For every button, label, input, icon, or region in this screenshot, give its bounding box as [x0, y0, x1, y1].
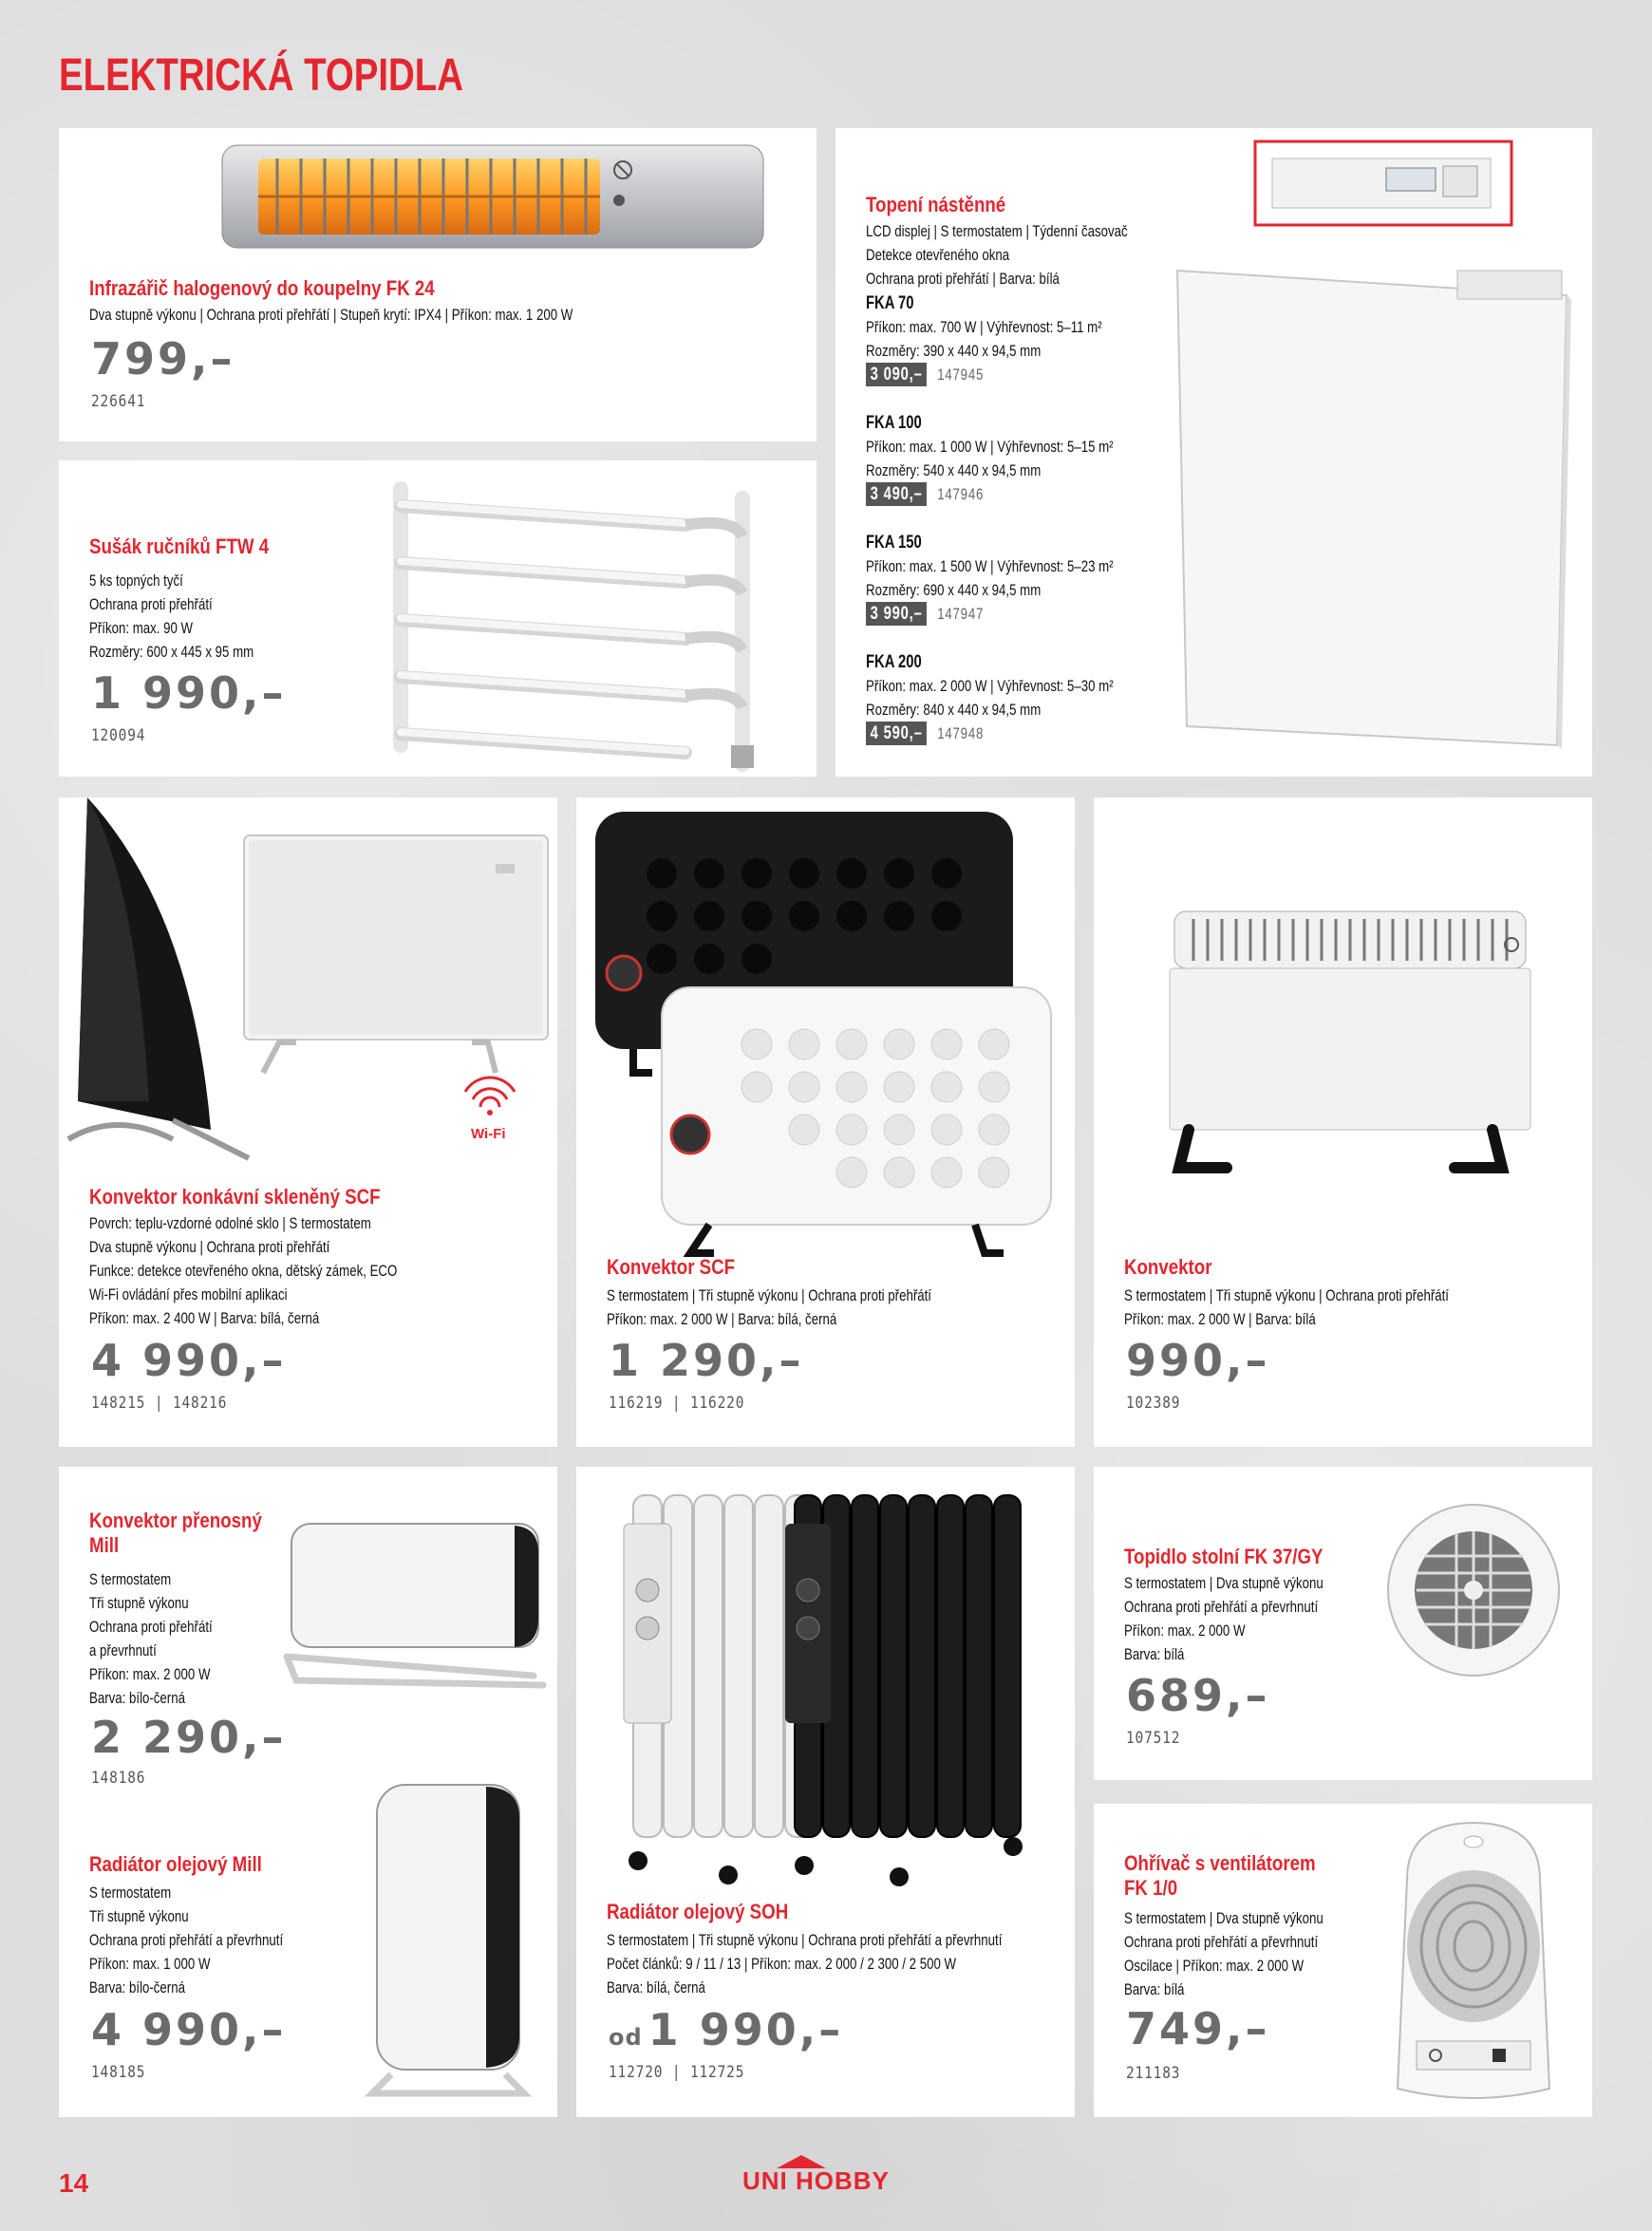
product-description: S termostatem | Tři stupně výkonu | Ochrana proti přehřátí Příkon: max. 2 000 W | Barva: bílá, černá	[607, 1286, 931, 1328]
convector-image	[1151, 902, 1549, 1187]
product-card-fk37	[1094, 1467, 1592, 1780]
product-code: 107512	[1126, 1729, 1181, 1748]
convector-scf-image	[576, 797, 1075, 1272]
product-code: 148215 | 148216	[91, 1394, 228, 1413]
product-name: Topení nástěnné	[866, 193, 1006, 216]
product-card-scf-glass	[59, 797, 557, 1447]
product-price: 4 990,–	[91, 1335, 287, 1386]
product-card-soh	[576, 1467, 1075, 2117]
product-name: Sušák ručníků FTW 4	[89, 534, 270, 558]
product-name: Radiátor olejový Mill	[89, 1852, 262, 1876]
product-description: Dva stupně výkonu | Ochrana proti přehřátí | Stupeň krytí: IPX4 | Příkon: max. 1 200 W	[89, 306, 573, 324]
product-price: od 1 990,–	[609, 2004, 844, 2055]
product-description: 5 ks topných tyčí Ochrana proti přehřátí Příkon: max. 90 W Rozměry: 600 x 445 x 95 mm	[89, 572, 254, 661]
product-description: Povrch: teplu-vzdorné odolné sklo | S termostatem Dva stupně výkonu | Ochrana proti přehřátí Funkce: detekce otevřeného okna, dětský zámek, ECO Wi-Fi ovládání přes mobilní aplikaci Příkon: max. 2 400 W | Barva: bílá, černá	[89, 1214, 398, 1327]
product-card-wall-heater	[835, 128, 1592, 777]
product-description: S termostatem Tři stupně výkonu Ochrana proti přehřátí a převrhnutí Příkon: max. 1 000 W Barva: bílo-černá	[89, 1884, 284, 1997]
product-code: 148186	[91, 1769, 146, 1788]
oil-radiator-image	[614, 1486, 1051, 1894]
mill-radiator-image	[363, 1780, 543, 2112]
product-card-konvektor	[1094, 797, 1592, 1447]
variant-fka200: FKA 200 Příkon: max. 2 000 W | Výhřevnost: 5–30 m² Rozměry: 840 x 440 x 94,5 mm 4 590,– 147948	[866, 652, 1114, 743]
product-card-ftw4	[59, 460, 817, 777]
product-code: 116219 | 116220	[609, 1394, 745, 1413]
variant-fka100: FKA 100 Příkon: max. 1 000 W | Výhřevnost: 5–15 m² Rozměry: 540 x 440 x 94,5 mm 3 490,– 147946	[866, 413, 1114, 504]
wifi-icon	[465, 1078, 515, 1107]
product-price: 2 290,–	[91, 1712, 287, 1763]
wall-heater-image	[1173, 261, 1571, 755]
product-name: Infrazářič halogenový do koupelny FK 24	[89, 276, 435, 300]
product-card-fk10	[1094, 1804, 1592, 2117]
variant-fka70: FKA 70 Příkon: max. 700 W | Výhřevnost: 5–11 m² Rozměry: 390 x 440 x 94,5 mm 3 090,– 147945	[866, 293, 1102, 384]
product-code: 120094	[91, 726, 146, 745]
variant-fka150: FKA 150 Příkon: max. 1 500 W | Výhřevnost: 5–23 m² Rozměry: 690 x 440 x 94,5 mm 3 990,– 147947	[866, 533, 1114, 624]
product-name: Konvektor přenosný Mill	[89, 1509, 262, 1557]
product-description: LCD displej | S termostatem | Týdenní časovač Detekce otevřeného okna Ochrana proti přehřátí | Barva: bílá	[866, 222, 1128, 288]
product-description: S termostatem | Dva stupně výkonu Ochrana proti přehřátí a převrhnutí Oscilace | Příkon: max. 2 000 W Barva: bílá	[1124, 1909, 1323, 1998]
product-price: 4 990,–	[91, 2004, 287, 2055]
product-price: 689,–	[1126, 1670, 1270, 1721]
halogen-heater-image	[220, 141, 771, 255]
product-price: 1 990,–	[91, 667, 287, 719]
product-card-fk24	[59, 128, 817, 441]
product-name: Konvektor SCF	[607, 1255, 736, 1279]
product-code: 112720 | 112725	[609, 2063, 745, 2082]
glass-convector-image	[59, 797, 557, 1168]
product-description: S termostatem | Tři stupně výkonu | Ochrana proti přehřátí a převrhnutí Počet článků: 9 / 11 / 13 | Příkon: max. 2 000 / 2 300 / 2 500 W Barva: bílá, černá	[607, 1931, 1003, 1997]
mill-convector-image	[277, 1514, 553, 1695]
product-description: S termostatem | Dva stupně výkonu Ochrana proti přehřátí a převrhnutí Příkon: max. 2 000 W Barva: bílá	[1124, 1574, 1323, 1663]
product-price: 749,–	[1126, 2003, 1270, 2054]
product-card-mill	[59, 1467, 557, 2117]
brand-logo: UNI HOBBY	[742, 2166, 890, 2195]
product-name: Ohřívač s ventilátorem FK 1/0	[1124, 1851, 1316, 1900]
wall-heater-display-image	[1253, 140, 1513, 227]
product-price: 1 290,–	[609, 1335, 804, 1386]
product-name: Radiátor olejový SOH	[607, 1900, 789, 1923]
towel-rack-image	[372, 460, 799, 774]
product-code: 102389	[1126, 1394, 1181, 1413]
product-description: S termostatem Tři stupně výkonu Ochrana proti přehřátí a převrhnutí Příkon: max. 2 000 W Barva: bílo-černá	[89, 1570, 213, 1707]
product-description: S termostatem | Tři stupně výkonu | Ochrana proti přehřátí Příkon: max. 2 000 W | Barva: bílá	[1124, 1286, 1449, 1328]
product-code: 148185	[91, 2063, 146, 2082]
product-code: 211183	[1126, 2064, 1181, 2083]
fan-heater-image	[1379, 1495, 1568, 1704]
product-name: Konvektor	[1124, 1255, 1212, 1279]
product-card-scf	[576, 797, 1075, 1447]
product-price: 799,–	[91, 333, 235, 384]
page-title: ELEKTRICKÁ TOPIDLA	[59, 50, 463, 101]
product-name: Konvektor konkávní skleněný SCF	[89, 1185, 381, 1209]
product-name: Topidlo stolní FK 37/GY	[1124, 1545, 1323, 1568]
product-price: 990,–	[1126, 1335, 1270, 1386]
wifi-label: Wi-Fi	[471, 1126, 506, 1142]
product-code: 226641	[91, 392, 146, 411]
fan-heater-oscillating-image	[1379, 1813, 1568, 2117]
page-number: 14	[59, 2168, 89, 2198]
